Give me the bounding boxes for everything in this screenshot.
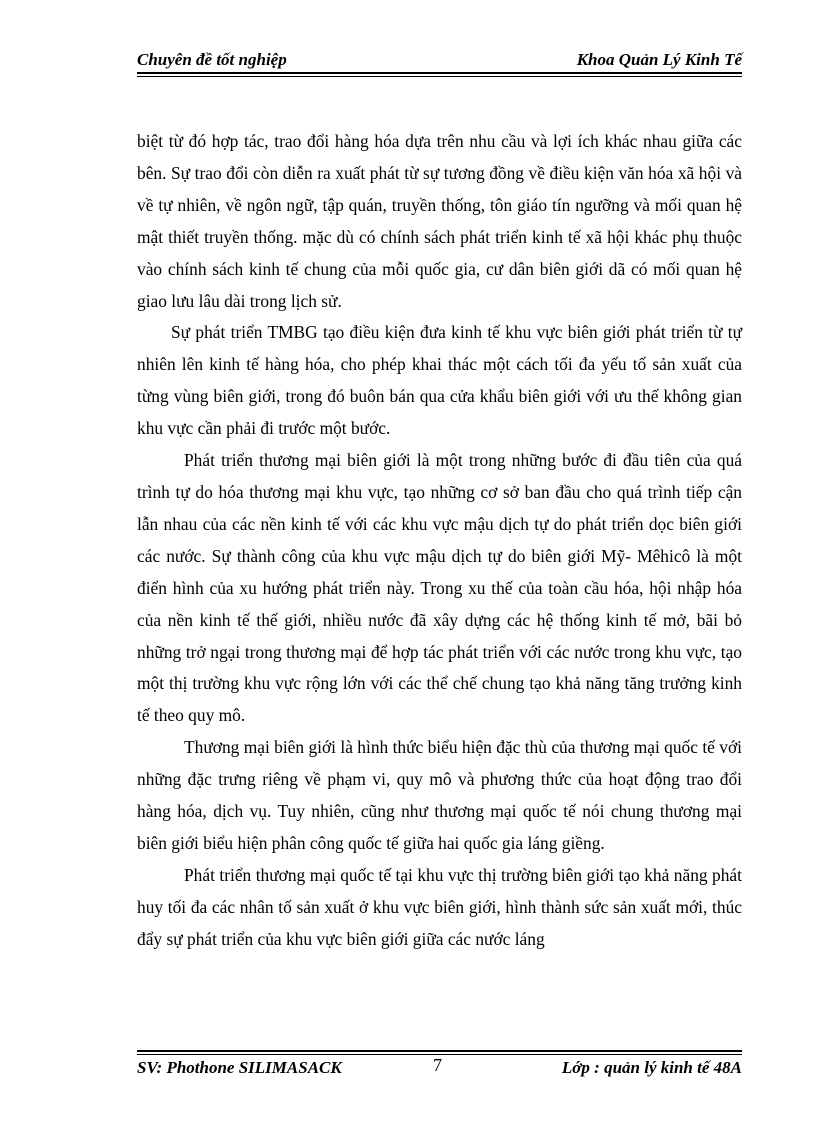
document-body [137,126,742,956]
header-title-right: Khoa Quản Lý Kinh Tế [576,50,742,69]
header-title-left: Chuyên đề tốt nghiệp [137,50,287,69]
paragraph-3: Phát triển thương mại biên giới là một trong những bước đi đầu tiên của quá trình tự do hóa thương mại khu vực, tạo những cơ sở ban đầu cho quá trình tiếp cận lẫn nhau của các nền kinh tế với các khu vực mậu dịch tự do phát triển dọc biên giới các nước. Sự thành công của khu vực mậu dịch tự do biên giới Mỹ- Mêhicô là một điển hình của xu hướng phát triển này. Trong xu thế của toàn cầu hóa, hội nhập hóa của nền kinh tế thế giới, nhiều nước đã xây dựng các hệ thống kinh tế mở, bãi bỏ những trở ngại trong thương mại để hợp tác phát triển với các nước trong khu vực, tạo một thị trường khu vực rộng lớn với các thể chế chung tạo khả năng tăng trưởng kinh tế theo quy mô. [137,450,742,726]
paragraph-1: biệt từ đó hợp tác, trao đổi hàng hóa dựa trên nhu cầu và lợi ích khác nhau giữa các bên. Sự trao đổi còn diễn ra xuất phát từ sự tương đồng về điều kiện văn hóa xã hội và về tự nhiên, về ngôn ngữ, tập quán, truyền thống, tôn giáo tín ngưỡng và mối quan hệ mật thiết truyền thống. mặc dù có chính sách phát triển kinh tế xã hội khác phụ thuộc vào chính sách kinh tế chung của mỗi quốc gia, cư dân biên giới dã có mối quan hệ giao lưu lâu dài trong lịch sử. [137,131,742,311]
page-number: 7 [433,1055,442,1075]
page-header [137,48,742,74]
header-divider [137,76,742,77]
paragraph-5: Phát triển thương mại quốc tế tại khu vực thị trường biên giới tạo khả năng phát huy tối đa các nhân tố sản xuất ở khu vực biên giới, hình thành sức sản xuất mới, thúc đẩy sự phát triển của khu vực biên giới giữa các nước láng [137,864,742,949]
footer-student: SV: Phothone SILIMASACK [137,1058,342,1077]
paragraph-2: Sự phát triển TMBG tạo điều kiện đưa kinh tế khu vực biên giới phát triển từ tự nhiên lên kinh tế hàng hóa, cho phép khai thác một cách tối đa yếu tố sản xuất của từng vùng biên giới, trong đó buôn bán qua cửa khẩu biên giới với ưu thế không gian khu vực cần phải đi trước một bước. [137,322,742,439]
footer-class: Lớp : quản lý kinh tế 48A [561,1058,742,1077]
paragraph-4: Thương mại biên giới là hình thức biểu hiện đặc thù của thương mại quốc tế với những đặc trưng riêng về phạm vi, quy mô và phương thức của hoạt động trao đổi hàng hóa, dịch vụ. Tuy nhiên, cũng như thương mại quốc tế nói chung thương mại biên giới biểu hiện phân công quốc tế giữa hai quốc gia láng giềng. [137,737,742,853]
page-footer [137,1050,742,1078]
